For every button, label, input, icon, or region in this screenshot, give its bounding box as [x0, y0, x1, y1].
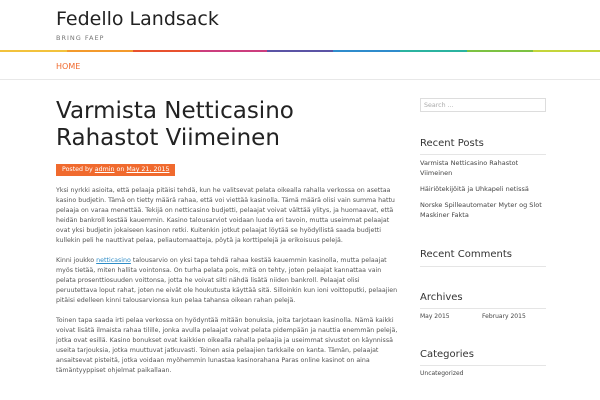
archive-link[interactable]: February 2015	[482, 313, 526, 320]
site-title[interactable]: Fedello Landsack	[56, 8, 219, 30]
site-header	[0, 0, 600, 52]
widget-divider	[420, 154, 546, 155]
meta-posted-by: Posted by	[62, 166, 93, 173]
archives-title: Archives	[420, 292, 463, 303]
post-meta	[56, 164, 175, 176]
recent-post-link[interactable]: Varmista Netticasino Rahastot Viimeinen	[420, 159, 519, 177]
widget-divider	[420, 266, 546, 267]
nav-item-home[interactable]: HOME	[56, 62, 81, 71]
search-input[interactable]	[420, 98, 546, 112]
site-description: BRING FAEP	[56, 34, 105, 42]
post-content	[56, 186, 402, 386]
archive-link[interactable]: May 2015	[420, 313, 450, 320]
post-author-link[interactable]: admin	[94, 166, 115, 173]
paragraph-text: talousarvio on yksi tapa tehdä rahaa kestää kauemmin kasinolla, mutta pelaajat myös tietää, miten hallita vointonsa. On turha pelata pois, mitä on tehty, joten pelaajat kannattaa vain pelata prosenttiosuuden voittonsa, jotta he voivat silti nähdä lisätä niiden bankroll. Pelaajat olisi peruutettava loput rahat, joten ne eivät ole houkutusta käyttää sitä. Silloinkin kun ioni voittoputki, pelaajien pitäisi edelleen kinni talousarvionsa kun pelaa tahansa oikean rahan pelejä.	[56, 257, 398, 304]
category-link[interactable]: Uncategorized	[420, 370, 464, 377]
recent-posts-title: Recent Posts	[420, 138, 484, 149]
post-title[interactable]: Varmista Netticasino Rahastot Viimeinen	[56, 98, 294, 151]
netticasino-link[interactable]: netticasino	[96, 257, 131, 264]
post-paragraph: Yksi nyrkki asioita, että pelaaja pitäisi tehdä, kun he valitsevat pelata oikealla rahalla verkossa on asettaa kasino budjetin. Tämä on tietty määrä rahaa, että voi viettää kasinolla. Tämä määrä olisi vain summa hattu pelaaja on varaa menettää. Tekijä on netticasino budjetti, pelaajat voivat välttää ylitys, ja huomaavat, että heidän bankroll kestää kauemmin. Kasino talousarviot voidaan luoda eri tavoin, mutta useimmat pelaajat ovat yksi budjetin jokaiseen kasinon retki. Kuitenkin jotkut pelaajat löytää se hyödyllistä saada budjetti kullekin peli he nauttivat pelaa, peliautomaatteja, pöytä ja korttipelejä ja erikoisuus pelejä.	[56, 187, 395, 244]
recent-comments-title: Recent Comments	[420, 249, 512, 260]
widget-divider	[420, 308, 546, 309]
widget-divider	[420, 365, 546, 366]
paragraph-text: Kinni joukko	[56, 257, 97, 264]
meta-on: on	[116, 166, 125, 173]
recent-post-link[interactable]: Norske Spilleautomater Myter og Slot Maskiner Fakta	[420, 201, 542, 219]
recent-post-link[interactable]: Häiriötekijöitä ja Uhkapeli netissä	[420, 185, 529, 193]
post-date-link[interactable]: May 21, 2015	[126, 166, 170, 173]
categories-title: Categories	[420, 349, 474, 360]
post-paragraph: Toinen tapa saada irti pelaa verkossa on hyödyntää mitään bonuksia, joita tarjotaan kasinolla. Nämä kaikki voivat lisätä ilmaista rahaa tilille, jonka avulla pelaajat voivat pelata pidempään ja nauttia enemmän pelejä, jotka ovat esillä. Kasino bonukset ovat kaikkien oikealla rahalla pelaajia ja useimmat sivustot on käynnissä useita tarjouksia, jotka muuttuvat jatkuvasti. Toinen asia pelaajien tarkkaile on kanta. Tämän, pelaajat ansaitsevat pisteitä, jotka voidaan myöhemmin lunastaa kasinorahana Paras online kasinot on aina tämäntyyppiset ohjelmat paikallaan.	[56, 317, 398, 374]
post-paragraph	[56, 256, 402, 306]
main-nav	[0, 52, 600, 80]
